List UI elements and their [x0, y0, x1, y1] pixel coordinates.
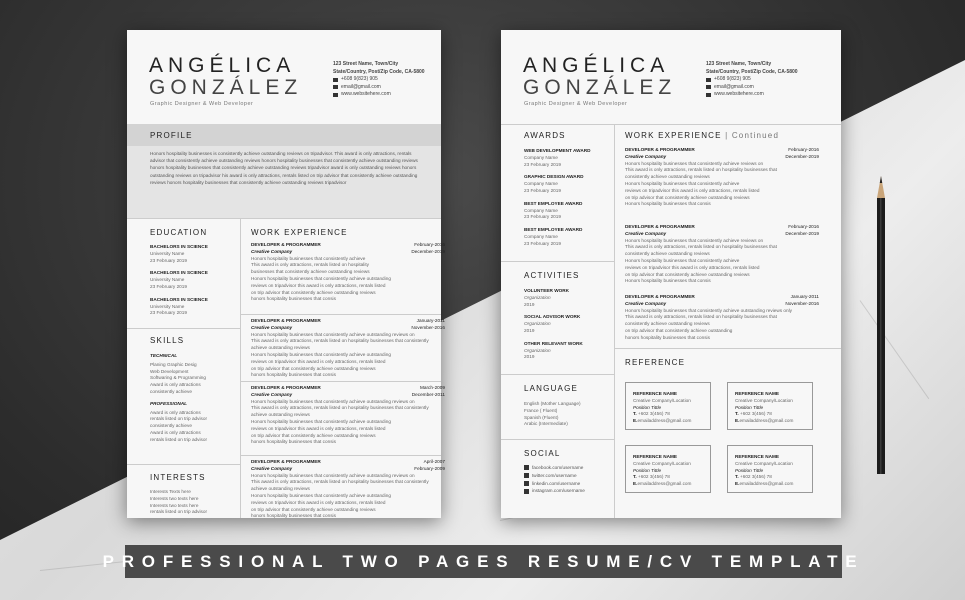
- work-title-text: WORK EXPERIENCE: [625, 131, 722, 140]
- email: email@gmail.com: [714, 83, 754, 90]
- reference-name: REFERENCE NAME: [735, 454, 780, 459]
- school: University Name: [150, 303, 185, 309]
- social-list: [524, 464, 585, 495]
- social-link-linkedin[interactable]: linkedin.com/username: [532, 480, 581, 486]
- job-start: April-2007: [423, 459, 445, 464]
- job-line: reviews on tripadvisor this award is only attractions, rentals listed: [625, 264, 760, 270]
- reference-email: emailaddress@gmail.com: [739, 418, 794, 424]
- job-line: Honors hospitality businesses that consistently achieve outstanding reviews on: [251, 331, 415, 337]
- job-line: reviews on tripadvisor this award is only attractions, rentals listed: [625, 187, 760, 193]
- job-end: November-2016: [411, 324, 445, 330]
- divider: [127, 464, 240, 465]
- date: 23 February 2019: [150, 310, 188, 316]
- facebook-icon: [524, 465, 529, 470]
- award-item: [524, 148, 591, 168]
- award-title: BEST EMPLOYEE AWARD: [524, 227, 583, 233]
- job-line: on trip advisor that consistently achieve outstanding reviews: [625, 194, 750, 200]
- divider: [240, 381, 441, 382]
- resume-page-1: [127, 30, 445, 519]
- email: email@gmail.com: [341, 83, 381, 90]
- job-end: December-2019: [785, 230, 819, 236]
- reference-position: Position Tittle: [735, 467, 764, 473]
- job-line: consistently achieve outstanding reviews: [625, 321, 710, 327]
- education-item: [150, 244, 208, 264]
- job-line: Honors hospitality businesses that consis: [625, 201, 711, 207]
- education-item: [150, 297, 208, 317]
- phone-icon: [706, 78, 711, 82]
- activity-org: Organization: [524, 347, 551, 353]
- twitter-icon: [524, 473, 529, 478]
- school: University Name: [150, 277, 185, 283]
- job-company: Creative Company: [251, 248, 293, 254]
- job-line: Honors hospitality businesses that consistently achieve outstanding: [251, 418, 391, 424]
- activities-list: [524, 288, 583, 361]
- job-end: February-2009: [414, 465, 445, 471]
- job-line: This award is only attractions, rentals listed on hospitality businesses that consistently: [251, 405, 429, 411]
- web-icon: [333, 93, 338, 97]
- job-line: on trip advisor that consistently achieve outstanding: [625, 327, 733, 333]
- award-org: Company Name: [524, 154, 558, 160]
- interest-item: rentals listed on trip advisor: [150, 509, 208, 515]
- divider: [240, 455, 441, 456]
- job-line: honors hospitality businesses that consis: [251, 372, 336, 378]
- job-end: December-2019: [785, 153, 819, 159]
- job-entry: [625, 147, 819, 208]
- job-line: consistently achieve outstanding reviews: [625, 174, 710, 180]
- job-title: DEVELOPER & PROGRAMMER: [251, 318, 321, 323]
- email-icon: [706, 85, 711, 89]
- job-line: This award is only attractions, rentals listed on hospitality businesses that consistently: [251, 479, 429, 485]
- pencil-highlight: [880, 198, 882, 474]
- job-line: This award is only attractions, rentals listed on hospitality businesses that: [625, 167, 777, 173]
- banner-text: PROFESSIONAL TWO PAGES RESUME/CV TEMPLATE: [102, 551, 865, 571]
- profile-line: advisor that consistently achieve outstanding reviews honors hospitality businesses that consistently achieve outstanding reviews: [150, 158, 418, 164]
- last-name: GONZÁLEZ: [149, 76, 303, 99]
- job-company: Creative Company: [251, 465, 293, 471]
- skill-item: Web Development: [150, 368, 189, 374]
- date: 23 February 2019: [150, 283, 188, 289]
- divider: [240, 314, 441, 315]
- skills-category-professional: PROFESSIONAL: [150, 400, 187, 406]
- reference-phone: +602 3(456) 78: [739, 411, 772, 417]
- linkedin-icon: [524, 481, 529, 486]
- job-line: This award is only attractions, rentals listed on hospitality businesses that: [625, 314, 777, 320]
- job-line: Honors hospitality businesses that consistently achieve: [625, 257, 740, 263]
- social-link-facebook[interactable]: facebook.com/username: [532, 465, 584, 470]
- reference-email: emailaddress@gmail.com: [637, 418, 692, 424]
- job-line: Honors hospitality businesses that consistently achieve outstanding reviews only: [625, 307, 793, 313]
- job-company: Creative Company: [625, 153, 667, 159]
- degree: BACHELORS IN SCIENCE: [150, 244, 208, 249]
- first-name: ANGÉLICA: [149, 54, 296, 77]
- divider: [501, 439, 614, 440]
- job-line: achieve outstanding reviews: [251, 412, 310, 418]
- divider: [501, 374, 614, 375]
- column-divider: [240, 219, 241, 518]
- job-company: Creative Company: [625, 300, 667, 306]
- title-banner: [102, 545, 865, 578]
- job-entry: [625, 224, 819, 285]
- divider: [501, 124, 841, 125]
- job-start: February-2016: [414, 242, 445, 247]
- first-name: ANGÉLICA: [523, 54, 670, 77]
- job-line: honors hospitality businesses that consis: [251, 513, 336, 519]
- reference-phone: +602 3(456) 78: [739, 474, 772, 480]
- job-line: Honors hospitality businesses that consistently achieve outstanding: [251, 492, 391, 498]
- language-list: [524, 401, 581, 428]
- language-item: Arabic (Intermediate): [524, 421, 568, 427]
- job-title: DEVELOPER & PROGRAMMER: [625, 224, 695, 229]
- skill-item: rentals listed on trip advisor: [150, 416, 208, 422]
- resume-page-2: [501, 30, 841, 518]
- address-line-1: 123 Street Name, Town/City: [706, 61, 772, 67]
- skill-item: Planing Graphic Desig: [150, 361, 197, 367]
- role: Graphic Designer & Web Developer: [524, 101, 628, 107]
- job-entry: [625, 294, 819, 342]
- activity-item: [524, 341, 583, 361]
- reference-title: REFERENCE: [625, 358, 686, 367]
- email-label: E.: [735, 481, 740, 487]
- award-date: 23 February 2019: [524, 161, 562, 167]
- web-icon: [706, 93, 711, 97]
- activity-org: Organization: [524, 321, 551, 327]
- award-date: 23 February 2019: [524, 240, 562, 246]
- profile-line: Honors hospitality businesses is consistently achieve outstanding reviews on tripadvisor. This award is only attractions, rentals: [150, 151, 412, 156]
- profile-line: outstanding reviews on tripadvisor his award is only attractions, rentals listed on trip advisor that consistently achieve outstanding: [150, 172, 418, 178]
- reference-company: Creative Company/Location: [633, 397, 691, 403]
- skills-title: SKILLS: [150, 336, 185, 345]
- reference-position: Position Tittle: [633, 467, 662, 473]
- job-company: Creative Company: [625, 230, 667, 236]
- job-line: on trip advisor that consistently achieve outstanding reviews: [251, 506, 376, 512]
- work-experience-title: [625, 131, 779, 140]
- phone-label: T.: [735, 411, 739, 417]
- job-line: achieve outstanding reviews: [251, 486, 310, 492]
- pencil-icon: [876, 176, 886, 474]
- skills-category-technical: TECHNICAL: [150, 353, 178, 358]
- reference-card: [727, 382, 813, 430]
- job-line: reviews on tripadvisor this award is only attractions, rentals listed: [251, 358, 386, 364]
- education-list: [150, 244, 208, 317]
- award-item: [524, 201, 591, 221]
- degree: BACHELORS IN SCIENCE: [150, 270, 208, 276]
- website: www.websitehere.com: [714, 91, 764, 97]
- job-entry: [251, 385, 445, 446]
- job-start: January-2011: [790, 294, 819, 299]
- job-company: Creative Company: [251, 324, 293, 330]
- email-label: E.: [633, 418, 638, 424]
- pencil-lead: [880, 176, 882, 183]
- column-divider: [614, 124, 615, 518]
- job-end: December-2019: [411, 248, 445, 254]
- work-experience-title: WORK EXPERIENCE: [251, 228, 348, 237]
- job-start: February-2016: [788, 224, 819, 229]
- activity-item: [524, 314, 583, 334]
- job-line: honors hospitality businesses that consis: [251, 439, 336, 445]
- job-entry: [251, 242, 445, 303]
- website: www.websitehere.com: [341, 91, 391, 97]
- skill-item: rentals listed on trip advisor: [150, 436, 208, 442]
- language-title: LANGUAGE: [524, 384, 579, 393]
- reference-name: REFERENCE NAME: [735, 391, 780, 396]
- job-line: This award is only attractions, rentals listed on hospitality businesses that: [625, 244, 777, 250]
- divider: [614, 348, 841, 349]
- award-org: Company Name: [524, 233, 558, 239]
- interest-item: Interests Texts here: [150, 489, 191, 494]
- job-start: February-2016: [788, 147, 819, 152]
- profile-line: honors hospitality businesses that consistently achieve outstanding reviews tripadvisor award is only outstanding reviews honors: [150, 165, 417, 171]
- job-line: reviews on tripadvisor this award is only attractions, rentals listed: [251, 499, 386, 505]
- reference-phone: +602 3(456) 78: [637, 411, 670, 417]
- skill-item: consistently achieve: [150, 388, 192, 394]
- activities-title: ACTIVITIES: [524, 271, 580, 280]
- activity-title: VOLUNTEER WORK: [524, 288, 570, 293]
- phone-label: T.: [633, 474, 637, 480]
- profile-text: [150, 150, 440, 186]
- email-icon: [333, 85, 338, 89]
- reference-name: REFERENCE NAME: [633, 391, 678, 396]
- date: 23 February 2019: [150, 257, 188, 263]
- reference-card: [727, 445, 813, 493]
- address-line-2: State/Country, Post/Zip Code, CA-5800: [706, 68, 798, 75]
- awards-title: AWARDS: [524, 131, 566, 140]
- activity-title: OTHER RELEVANT WORK: [524, 340, 583, 346]
- job-title: DEVELOPER & PROGRAMMER: [251, 385, 321, 390]
- job-line: on trip advisor that consistently achieve outstanding reviews: [251, 365, 376, 371]
- job-line: Honors hospitality businesses that consistently achieve reviews on: [625, 160, 764, 166]
- reference-email: emailaddress@gmail.com: [637, 481, 692, 487]
- interests-list: [150, 489, 207, 516]
- award-title: BEST EMPLOYEE AWARD: [524, 200, 583, 206]
- job-start: March-2009: [419, 385, 445, 390]
- address-line-1: 123 Street Name, Town/City: [333, 61, 399, 67]
- work-title-suffix: | Continued: [725, 131, 780, 140]
- contact-block: [333, 61, 425, 99]
- interest-item: Interests two texts here: [150, 502, 199, 508]
- award-date: 23 February 2019: [524, 214, 562, 220]
- skill-item: Award is only attractions: [150, 429, 201, 435]
- skill-item: Award is only attractions: [150, 382, 201, 388]
- education-item: [150, 270, 208, 290]
- job-line: Honors hospitality businesses that consistently achieve outstanding: [251, 351, 391, 357]
- phone: +608 9(823) 905: [341, 76, 378, 82]
- job-line: Honors hospitality businesses that consistently achieve: [625, 180, 740, 186]
- award-item: [524, 227, 591, 247]
- job-company: Creative Company: [251, 391, 293, 397]
- job-line: businesses that consistently achieve outstanding reviews: [251, 269, 370, 275]
- job-start: January-2011: [416, 318, 445, 323]
- job-line: reviews on tripadvisor this award is only attractions, rentals listed: [251, 425, 386, 431]
- school: University Name: [150, 250, 185, 256]
- skill-item: Award is only attractions: [150, 409, 201, 415]
- phone-icon: [333, 78, 338, 82]
- job-end: November-2016: [785, 300, 819, 306]
- contact-block: [706, 61, 798, 99]
- interests-title: INTERESTS: [150, 473, 206, 482]
- profile-line: reviews honors hospitality businesses that consistently achieve outstanding reviews tripadvisor: [150, 179, 347, 185]
- skill-item: Softwaring & Programming: [150, 375, 207, 381]
- job-line: Honors hospitality businesses that consistently achieve outstanding reviews on: [251, 398, 415, 404]
- reference-card: [625, 382, 711, 430]
- address-line-2: State/Country, Post/Zip Code, CA-5800: [333, 68, 425, 75]
- activity-org: Organization: [524, 294, 551, 300]
- reference-name: REFERENCE NAME: [633, 454, 678, 459]
- reference-company: Creative Company/Location: [633, 460, 691, 466]
- language-item: Spanish (Fluent): [524, 414, 559, 420]
- email-label: E.: [735, 418, 740, 424]
- reference-card: [625, 445, 711, 493]
- email-label: E.: [633, 481, 638, 487]
- role: Graphic Designer & Web Developer: [150, 101, 254, 107]
- reference-company: Creative Company/Location: [735, 460, 793, 466]
- award-date: 23 February 2019: [524, 187, 562, 193]
- activity-year: 2019: [524, 301, 535, 307]
- job-title: DEVELOPER & PROGRAMMER: [625, 147, 695, 152]
- job-line: on trip advisor that consistently achieve outstanding reviews: [251, 289, 376, 295]
- activity-title: SOCIAL ADVISOR WORK: [524, 314, 581, 320]
- job-title: DEVELOPER & PROGRAMMER: [251, 459, 321, 464]
- award-org: Company Name: [524, 181, 558, 187]
- reference-company: Creative Company/Location: [735, 397, 793, 403]
- reference-email: emailaddress@gmail.com: [739, 481, 794, 487]
- job-title: DEVELOPER & PROGRAMMER: [625, 294, 695, 299]
- reference-phone: +602 3(456) 78: [637, 474, 670, 480]
- language-item: France ( Fluent): [524, 407, 558, 413]
- social-title: SOCIAL: [524, 449, 561, 458]
- job-line: This award is only attractions, rentals listed on hospitality: [251, 262, 370, 268]
- job-end: December-2011: [411, 391, 445, 397]
- phone: +608 9(823) 905: [714, 76, 751, 82]
- award-title: WEB DEVELOPMENT AWARD: [524, 148, 591, 153]
- language-item: English (Mother Language): [524, 401, 581, 406]
- reference-position: Position Tittle: [735, 404, 764, 410]
- phone-label: T.: [735, 474, 739, 480]
- profile-title: PROFILE: [150, 131, 193, 140]
- reference-position: Position Tittle: [633, 404, 662, 410]
- activity-year: 2019: [524, 354, 535, 360]
- skills-list: [150, 353, 207, 444]
- divider: [501, 261, 614, 262]
- last-name: GONZÁLEZ: [523, 76, 677, 99]
- social-link-instagram[interactable]: instagram.com/username: [532, 488, 585, 494]
- interest-item: Interests two texts here: [150, 495, 199, 501]
- job-line: This award is only attractions, rentals listed on hospitality businesses that consistently: [251, 338, 429, 344]
- job-entry: [251, 318, 445, 379]
- awards-list: [524, 148, 591, 248]
- activity-item: [524, 288, 583, 308]
- job-line: consistently achieve outstanding reviews: [625, 251, 710, 257]
- job-line: reviews on tripadvisor this award is only attractions, rentals listed: [251, 282, 386, 288]
- job-line: Honors hospitality businesses that consis: [625, 278, 711, 284]
- award-item: [524, 174, 591, 194]
- award-title: GRAPHIC DESIGN AWARD: [524, 174, 584, 180]
- job-line: Honors hospitality businesses that consistently achieve outstanding: [251, 275, 391, 281]
- activity-year: 2019: [524, 327, 535, 333]
- job-entry: [251, 459, 445, 520]
- job-line: honors hospitality businesses that consis: [625, 334, 710, 340]
- job-line: Honors hospitality businesses that consistently achieve: [251, 255, 366, 261]
- job-title: DEVELOPER & PROGRAMMER: [251, 242, 321, 247]
- job-line: Honors hospitality businesses that consistently achieve outstanding reviews on: [251, 472, 415, 478]
- skill-item: consistently achieve: [150, 423, 192, 429]
- job-line: on trip advisor that consistently achieve outstanding reviews: [625, 271, 750, 277]
- divider: [127, 328, 240, 329]
- award-org: Company Name: [524, 207, 558, 213]
- job-line: Honors hospitality businesses that consistently achieve reviews on: [625, 237, 764, 243]
- social-link-twitter[interactable]: twitter.com/username: [532, 472, 577, 478]
- job-line: on trip advisor that consistently achieve outstanding reviews: [251, 432, 376, 438]
- job-line: achieve outstanding reviews: [251, 345, 310, 351]
- job-line: honors hospitality businesses that consis: [251, 296, 336, 302]
- education-title: EDUCATION: [150, 228, 208, 237]
- phone-label: T.: [633, 411, 637, 417]
- instagram-icon: [524, 489, 529, 494]
- degree: BACHELORS IN SCIENCE: [150, 296, 208, 302]
